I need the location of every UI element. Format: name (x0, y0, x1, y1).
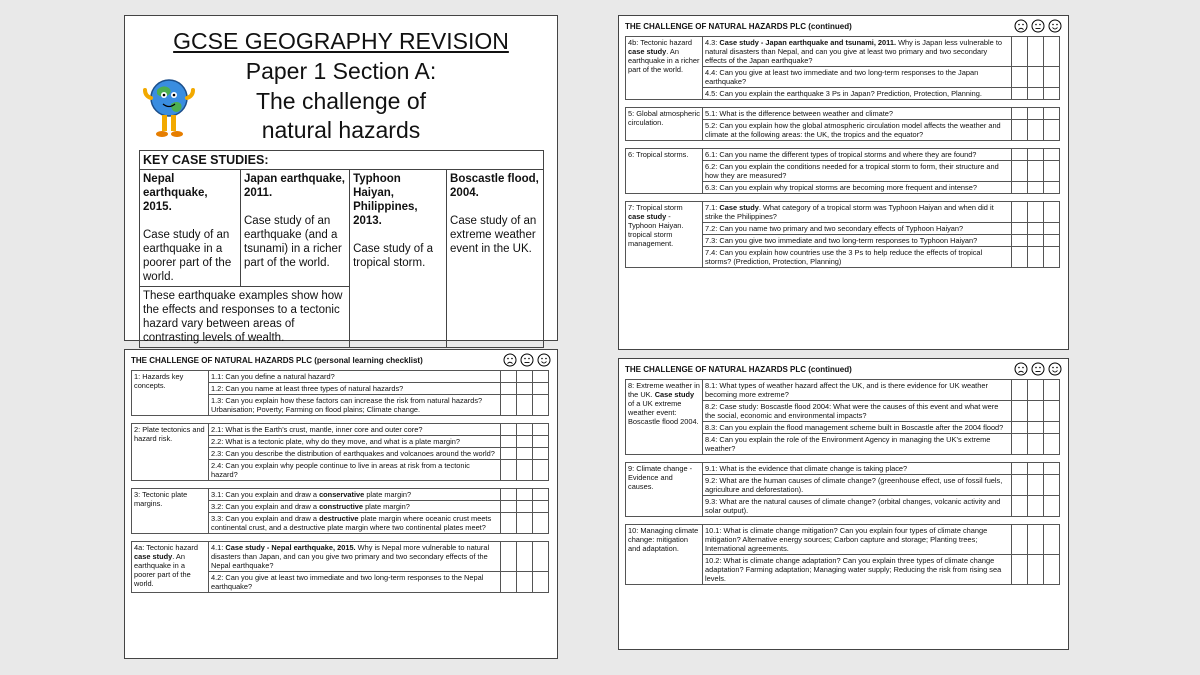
topic-cell (132, 542, 209, 593)
sad-rating-box[interactable] (501, 424, 517, 436)
question-cell (703, 380, 1012, 401)
topic-bold-text: case study (134, 552, 173, 561)
neutral-rating-box[interactable] (517, 424, 533, 436)
plc-title: THE CHALLENGE OF NATURAL HAZARDS PLC (personal learning checklist) (131, 356, 423, 365)
confidence-faces (503, 353, 551, 367)
happy-rating-box[interactable] (533, 395, 549, 416)
topic-cell (626, 37, 703, 100)
subtitle-line-2: The challenge of (255, 88, 427, 114)
question-text: 4.4: Can you give at least two immediate and two long-term responses to the Japan earthquake? (705, 68, 979, 86)
sad-rating-box[interactable] (1012, 88, 1028, 100)
case-study-cell (447, 170, 544, 348)
case-study-description: Case study of an extreme weather event in the UK. (450, 215, 537, 255)
question-text: 1.1: Can you define a natural hazard? (211, 372, 335, 381)
happy-rating-box[interactable] (1044, 182, 1060, 194)
question-bold-text: destructive (319, 514, 359, 523)
question-cell (209, 383, 501, 395)
neutral-rating-box[interactable] (1028, 235, 1044, 247)
neutral-rating-box[interactable] (1028, 463, 1044, 475)
happy-rating-box[interactable] (1044, 161, 1060, 182)
question-cell (703, 235, 1012, 247)
neutral-face-icon (520, 353, 534, 367)
plc-panel-left (124, 349, 558, 659)
happy-rating-box[interactable] (1044, 202, 1060, 223)
happy-rating-box[interactable] (1044, 434, 1060, 455)
happy-rating-box[interactable] (1044, 149, 1060, 161)
topic-cell (132, 371, 209, 416)
happy-rating-box[interactable] (1044, 67, 1060, 88)
question-text: 9.3: What are the natural causes of climate change? (orbital changes, volcanic activity and solar output). (705, 497, 1001, 515)
question-cell (703, 463, 1012, 475)
sad-face-icon (503, 353, 517, 367)
question-text: 3.1: Can you explain and draw a (211, 490, 320, 499)
sad-rating-box[interactable] (1012, 247, 1028, 268)
topic-text: 4b: Tectonic hazard (628, 38, 692, 47)
question-text: Why is Japan less vulnerable to natural disasters than Nepal, and can you give at least two primary and two secondary effects of the Japan earthquake? (705, 38, 1002, 65)
neutral-rating-box[interactable] (1028, 67, 1044, 88)
key-case-studies-table (139, 150, 544, 348)
happy-rating-box[interactable] (533, 489, 549, 501)
topic-text: 9: Climate change - Evidence and causes. (628, 464, 693, 491)
question-cell (703, 496, 1012, 517)
happy-rating-box[interactable] (1044, 475, 1060, 496)
question-cell (703, 149, 1012, 161)
sad-rating-box[interactable] (1012, 235, 1028, 247)
question-text: 9.1: What is the evidence that climate change is taking place? (705, 464, 908, 473)
question-text: 8.3: Can you explain the flood management scheme built in Boscastle after the 2004 flood? (705, 423, 1004, 432)
neutral-rating-box[interactable] (1028, 120, 1044, 141)
question-cell (703, 67, 1012, 88)
happy-rating-box[interactable] (533, 542, 549, 572)
question-text: 2.4: Can you explain why people continue to live in areas at risk from a tectonic hazard? (211, 461, 470, 479)
happy-rating-box[interactable] (1044, 380, 1060, 401)
neutral-rating-box[interactable] (1028, 182, 1044, 194)
neutral-rating-box[interactable] (1028, 434, 1044, 455)
checklist-row (132, 489, 549, 501)
sad-rating-box[interactable] (1012, 496, 1028, 517)
sad-rating-box[interactable] (1012, 182, 1028, 194)
happy-rating-box[interactable] (1044, 247, 1060, 268)
checklist-row (626, 108, 1060, 120)
sad-rating-box[interactable] (1012, 202, 1028, 223)
neutral-rating-box[interactable] (1028, 108, 1044, 120)
case-study-name: Nepal earthquake, 2015. (143, 173, 208, 213)
sad-face-icon (1014, 362, 1028, 376)
happy-rating-box[interactable] (533, 436, 549, 448)
question-text: 8.4: Can you explain the role of the Environment Agency in managing the UK’s extreme weather? (705, 435, 991, 453)
question-text: 8.1: What types of weather hazard affect the UK, and is there evidence for UK weather becoming more extreme? (705, 381, 988, 399)
happy-rating-box[interactable] (533, 371, 549, 383)
checklist-row (626, 525, 1060, 555)
checklist-row (626, 463, 1060, 475)
subtitle-line-1: Paper 1 Section A: (245, 58, 437, 84)
question-cell (703, 37, 1012, 67)
neutral-rating-box[interactable] (1028, 37, 1044, 67)
happy-rating-box[interactable] (533, 501, 549, 513)
happy-rating-box[interactable] (1044, 108, 1060, 120)
earthquake-note: These earthquake examples show how the effects and responses to a tectonic hazard vary between areas of contrasting levels of wealth. (140, 287, 350, 348)
topic-text: 7: Tropical storm (628, 203, 683, 212)
sad-rating-box[interactable] (501, 542, 517, 572)
case-study-cell (350, 170, 447, 348)
question-bold-text: constructive (319, 502, 364, 511)
question-cell (209, 489, 501, 501)
happy-face-icon (537, 353, 551, 367)
neutral-face-icon (1031, 19, 1045, 33)
question-bold-text: conservative (319, 490, 365, 499)
question-cell (703, 525, 1012, 555)
happy-rating-box[interactable] (1044, 496, 1060, 517)
case-study-description: Case study of an earthquake in a poorer part of the world. (143, 229, 232, 283)
question-text: . What category of a tropical storm was Typhoon Haiyan and when did it strike the Philippines? (705, 203, 994, 221)
question-text: 4.2: Can you give at least two immediate and two long-term responses to the Nepal earthquake? (211, 573, 484, 591)
happy-rating-box[interactable] (533, 460, 549, 481)
question-text: 7.2: Can you name two primary and two secondary effects of Typhoon Haiyan? (705, 224, 964, 233)
question-text: 4.3: (705, 38, 720, 47)
case-study-description: Case study of a tropical storm. (353, 243, 433, 269)
happy-rating-box[interactable] (533, 513, 549, 534)
sad-rating-box[interactable] (1012, 120, 1028, 141)
neutral-rating-box[interactable] (1028, 161, 1044, 182)
confidence-faces (1014, 362, 1062, 376)
sad-rating-box[interactable] (501, 436, 517, 448)
question-text: 2.1: What is the Earth’s crust, mantle, inner core and outer core? (211, 425, 423, 434)
topic-bold-text: case study (628, 47, 667, 56)
neutral-rating-box[interactable] (517, 489, 533, 501)
question-text: 1.3: Can you explain how these factors can increase the risk from natural hazards? Urbanisation; Poverty; Farming on flood plains; Climate change. (211, 396, 483, 414)
checklist-row (626, 202, 1060, 223)
neutral-rating-box[interactable] (1028, 525, 1044, 555)
question-cell (209, 513, 501, 534)
neutral-rating-box[interactable] (517, 448, 533, 460)
topic-text: 4a: Tectonic hazard (134, 543, 198, 552)
case-study-description: Case study of an earthquake (and a tsunami) in a richer part of the world. (244, 215, 342, 269)
sad-rating-box[interactable] (1012, 422, 1028, 434)
question-text: 3.3: Can you explain and draw a (211, 514, 320, 523)
question-text: 6.2: Can you explain the conditions needed for a tropical storm to form, their structure and how they are measured? (705, 162, 999, 180)
sad-rating-box[interactable] (501, 489, 517, 501)
case-study-cell (140, 170, 241, 287)
neutral-rating-box[interactable] (1028, 202, 1044, 223)
sad-rating-box[interactable] (1012, 149, 1028, 161)
question-cell (209, 460, 501, 481)
question-cell (703, 434, 1012, 455)
neutral-rating-box[interactable] (517, 513, 533, 534)
question-text: 7.1: (705, 203, 720, 212)
question-text: 4.5: Can you explain the earthquake 3 Ps in Japan? Prediction, Protection, Planning. (705, 89, 982, 98)
neutral-rating-box[interactable] (1028, 380, 1044, 401)
topic-cell (626, 149, 703, 194)
question-cell (703, 422, 1012, 434)
neutral-rating-box[interactable] (517, 572, 533, 593)
topic-cell (626, 525, 703, 585)
sad-rating-box[interactable] (1012, 401, 1028, 422)
neutral-rating-box[interactable] (517, 542, 533, 572)
plc-table (625, 379, 1060, 585)
topic-cell (626, 463, 703, 517)
sad-rating-box[interactable] (1012, 380, 1028, 401)
plc-title: THE CHALLENGE OF NATURAL HAZARDS PLC (continued) (625, 365, 852, 374)
question-bold-text: Case study (719, 203, 759, 212)
topic-text: of a UK extreme weather event: Boscastle flood 2004. (628, 399, 699, 426)
question-cell (209, 436, 501, 448)
question-cell (703, 401, 1012, 422)
happy-rating-box[interactable] (1044, 401, 1060, 422)
neutral-rating-box[interactable] (1028, 496, 1044, 517)
key-case-studies-header: KEY CASE STUDIES: (140, 151, 544, 170)
neutral-rating-box[interactable] (1028, 422, 1044, 434)
subtitle-line-3: natural hazards (261, 117, 421, 143)
sad-rating-box[interactable] (1012, 37, 1028, 67)
sad-rating-box[interactable] (501, 501, 517, 513)
question-cell (703, 88, 1012, 100)
question-cell (703, 120, 1012, 141)
question-cell (209, 542, 501, 572)
question-text: 6.3: Can you explain why tropical storms are becoming more frequent and intense? (705, 183, 977, 192)
neutral-rating-box[interactable] (1028, 88, 1044, 100)
sad-rating-box[interactable] (501, 460, 517, 481)
happy-rating-box[interactable] (533, 448, 549, 460)
happy-rating-box[interactable] (533, 424, 549, 436)
question-text: 1.2: Can you name at least three types of natural hazards? (211, 384, 404, 393)
plc-table (625, 36, 1060, 268)
question-cell (209, 501, 501, 513)
neutral-rating-box[interactable] (517, 371, 533, 383)
checklist-row (626, 149, 1060, 161)
question-cell (703, 161, 1012, 182)
question-cell (703, 202, 1012, 223)
sad-rating-box[interactable] (1012, 67, 1028, 88)
checklist-row (132, 371, 549, 383)
neutral-rating-box[interactable] (1028, 223, 1044, 235)
neutral-face-icon (1031, 362, 1045, 376)
happy-rating-box[interactable] (1044, 463, 1060, 475)
neutral-rating-box[interactable] (517, 436, 533, 448)
question-text: 5.1: What is the difference between weather and climate? (705, 109, 894, 118)
question-text: 3.2: Can you explain and draw a (211, 502, 320, 511)
neutral-rating-box[interactable] (517, 383, 533, 395)
neutral-rating-box[interactable] (1028, 247, 1044, 268)
neutral-rating-box[interactable] (517, 460, 533, 481)
happy-face-icon (1048, 19, 1062, 33)
topic-text: 8: Extreme weather in the UK. (628, 381, 700, 399)
sad-rating-box[interactable] (1012, 475, 1028, 496)
topic-cell (132, 489, 209, 534)
neutral-rating-box[interactable] (1028, 475, 1044, 496)
neutral-rating-box[interactable] (1028, 401, 1044, 422)
neutral-rating-box[interactable] (1028, 555, 1044, 585)
checklist-row (626, 380, 1060, 401)
question-cell (703, 223, 1012, 235)
case-study-name: Typhoon Haiyan, Philippines, 2013. (353, 173, 418, 227)
happy-rating-box[interactable] (1044, 37, 1060, 67)
title-card (124, 15, 558, 344)
question-cell (703, 108, 1012, 120)
topic-text: 2: Plate tectonics and hazard risk. (134, 425, 205, 443)
case-study-cell (241, 170, 350, 287)
question-text: 10.2: What is climate change adaptation? Can you explain three types of climate change adaptation? Farming adaptation; Managing water supply; Reducing the risk from rising sea levels. (705, 556, 1002, 583)
sad-rating-box[interactable] (1012, 555, 1028, 585)
question-text: 4.1: (211, 543, 226, 552)
checklist-row (132, 542, 549, 572)
question-cell (703, 182, 1012, 194)
question-text: Why is Nepal more vulnerable to natural disasters than Japan, and can you give two primary and two secondary effects of the Nepal earthquake? (211, 543, 490, 570)
sad-rating-box[interactable] (1012, 525, 1028, 555)
sad-rating-box[interactable] (1012, 434, 1028, 455)
question-text: plate margin where oceanic crust meets continental crust, and a destructive plate margin where two continental plates meet? (211, 514, 492, 532)
happy-rating-box[interactable] (1044, 88, 1060, 100)
topic-text: - Typhoon Haiyan. tropical storm management. (628, 212, 684, 248)
question-text: 6.1: Can you name the different types of tropical storms and where they are found? (705, 150, 977, 159)
happy-rating-box[interactable] (1044, 223, 1060, 235)
happy-face-icon (1048, 362, 1062, 376)
confidence-faces (1014, 19, 1062, 33)
question-text: plate margin? (364, 490, 412, 499)
question-text: 10.1: What is climate change mitigation? Can you explain four types of climate change mitigation? Alternative energy sources; Carbon capture and storage; Planting trees; International agreements. (705, 526, 988, 553)
sad-rating-box[interactable] (501, 383, 517, 395)
topic-text: . An earthquake in a poorer part of the world. (134, 552, 191, 588)
question-text: 8.2: Case study: Boscastle flood 2004: What were the causes of this event and what were the social, economic and environmental impacts? (705, 402, 999, 420)
sad-rating-box[interactable] (1012, 223, 1028, 235)
plc-table (131, 370, 549, 593)
main-title: GCSE GEOGRAPHY REVISION (173, 28, 509, 54)
happy-rating-box[interactable] (1044, 235, 1060, 247)
sad-face-icon (1014, 19, 1028, 33)
topic-text: 10: Managing climate change: mitigation and adaptation. (628, 526, 699, 553)
question-bold-text: Case study - Japan earthquake and tsunami, 2011. (719, 38, 897, 47)
question-cell (209, 424, 501, 436)
case-study-name: Japan earthquake, 2011. (244, 173, 345, 199)
sad-rating-box[interactable] (1012, 161, 1028, 182)
sad-rating-box[interactable] (1012, 463, 1028, 475)
neutral-rating-box[interactable] (517, 501, 533, 513)
question-cell (209, 448, 501, 460)
happy-rating-box[interactable] (1044, 120, 1060, 141)
question-text: 7.3: Can you give two immediate and two long-term responses to Typhoon Haiyan? (705, 236, 978, 245)
sad-rating-box[interactable] (501, 448, 517, 460)
topic-cell (626, 108, 703, 141)
topic-cell (626, 202, 703, 268)
neutral-rating-box[interactable] (1028, 149, 1044, 161)
question-cell (209, 371, 501, 383)
neutral-rating-box[interactable] (517, 395, 533, 416)
question-text: plate margin? (363, 502, 410, 511)
checklist-row (626, 37, 1060, 67)
happy-rating-box[interactable] (1044, 422, 1060, 434)
question-cell (703, 555, 1012, 585)
topic-text: 6: Tropical storms. (628, 150, 689, 159)
topic-text: 1: Hazards key concepts. (134, 372, 184, 390)
plc-title: THE CHALLENGE OF NATURAL HAZARDS PLC (continued) (625, 22, 852, 31)
question-text: 9.2: What are the human causes of climate change? (greenhouse effect, use of fossil fuels, agriculture and deforestation). (705, 476, 1003, 494)
question-cell (703, 475, 1012, 496)
question-cell (703, 247, 1012, 268)
question-cell (209, 395, 501, 416)
happy-rating-box[interactable] (1044, 555, 1060, 585)
sad-rating-box[interactable] (1012, 108, 1028, 120)
topic-bold-text: case study (628, 212, 667, 221)
plc-panel-right-top (618, 15, 1069, 350)
question-bold-text: Case study - Nepal earthquake, 2015. (225, 543, 356, 552)
plc-panel-right-bottom (618, 358, 1069, 650)
question-text: 2.2: What is a tectonic plate, why do they move, and what is a plate margin? (211, 437, 460, 446)
question-text: 2.3: Can you describe the distribution of earthquakes and volcanoes around the world? (211, 449, 495, 458)
sad-rating-box[interactable] (501, 513, 517, 534)
sad-rating-box[interactable] (501, 572, 517, 593)
topic-text: 3: Tectonic plate margins. (134, 490, 188, 508)
case-study-name: Boscastle flood, 2004. (450, 173, 539, 199)
topic-cell (132, 424, 209, 481)
topic-bold-text: Case study (654, 390, 695, 399)
happy-rating-box[interactable] (533, 383, 549, 395)
checklist-row (132, 424, 549, 436)
happy-rating-box[interactable] (1044, 525, 1060, 555)
question-text: 5.2: Can you explain how the global atmospheric circulation model affects the weather and climate at the following areas: the UK, the tropics and the equator? (705, 121, 1001, 139)
happy-rating-box[interactable] (533, 572, 549, 593)
question-text: 7.4: Can you explain how countries use the 3 Ps to help reduce the effects of tropical storms? (Prediction, Protection, Planning) (705, 248, 983, 266)
question-cell (209, 572, 501, 593)
topic-text: 5: Global atmospheric circulation. (628, 109, 700, 127)
sad-rating-box[interactable] (501, 371, 517, 383)
sad-rating-box[interactable] (501, 395, 517, 416)
topic-cell (626, 380, 703, 455)
topic-text: . An earthquake in a richer part of the world. (628, 47, 700, 74)
